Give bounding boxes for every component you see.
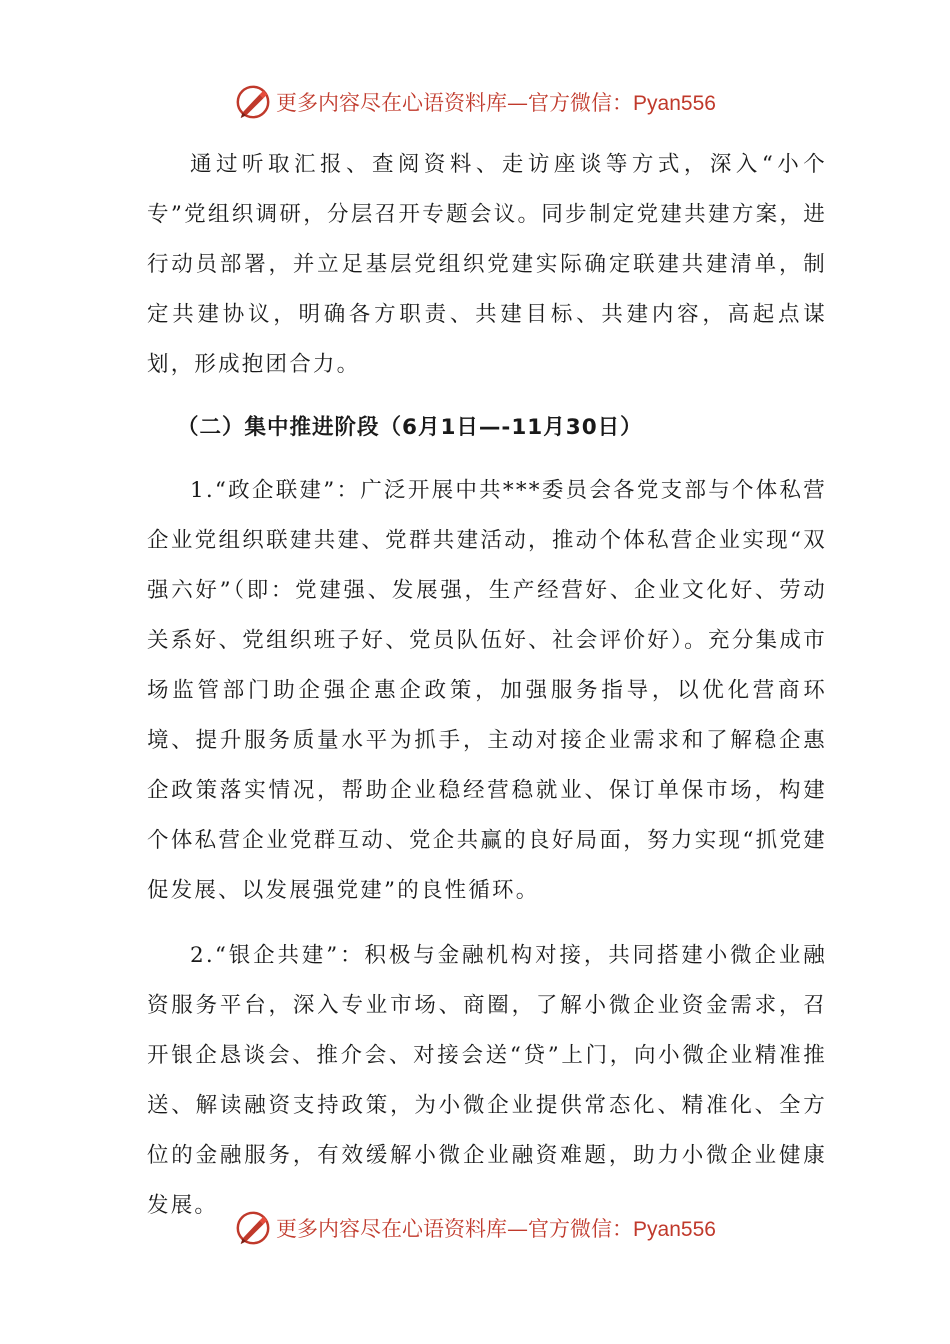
document-body xyxy=(147,140,827,1231)
header-watermark xyxy=(0,82,950,122)
wechat-id: Pyan556 xyxy=(633,92,716,115)
pen-logo-icon xyxy=(234,83,272,121)
paragraph-bank-enterprise: 2.“银企共建”：积极与金融机构对接，共同搭建小微企业融资服务平台，深入专业市场、商圈，了解小微企业资金需求，召开银企恳谈会、推介会、对接会送“贷”上门，向小微企业精准推送、解读融资支持政策，为小微企业提供常态化、精准化、全方位的金融服务，有效缓解小微企业融资难题，助力小微企业健康发展。 xyxy=(147,943,827,1218)
watermark-text: 更多内容尽在心语资料库—官方微信：Pyan556 xyxy=(276,1217,716,1241)
watermark-text: 更多内容尽在心语资料库—官方微信：Pyan556 xyxy=(276,91,716,115)
paragraph-investigation: 通过听取汇报、查阅资料、走访座谈等方式，深入“小个专”党组织调研，分层召开专题会议。同步制定党建共建方案，进行动员部署，并立足基层党组织党建实际确定联建共建清单，制定共建协议，明确各方职责、共建目标、共建内容，高起点谋划，形成抱团合力。 xyxy=(147,152,827,377)
wechat-id: Pyan556 xyxy=(633,1218,716,1241)
footer-watermark xyxy=(0,1208,950,1248)
pen-logo-icon xyxy=(234,1209,272,1247)
paragraph-government-enterprise: 1.“政企联建”：广泛开展中共***委员会各党支部与个体私营企业党组织联建共建、党群共建活动，推动个体私营企业实现“双强六好”（即：党建强、发展强，生产经营好、企业文化好、劳动关系好、党组织班子好、党员队伍好、社会评价好）。充分集成市场监管部门助企强企惠企政策，加强服务指导，以优化营商环境、提升服务质量水平为抓手，主动对接企业需求和了解稳企惠企政策落实情况，帮助企业稳经营稳就业、保订单保市场，构建个体私营企业党群互动、党企共赢的良好局面，努力实现“抓党建促发展、以发展强党建”的良性循环。 xyxy=(147,478,827,903)
section-heading-phase-two: （二）集中推进阶段（6月1日—-11月30日） xyxy=(177,415,643,440)
